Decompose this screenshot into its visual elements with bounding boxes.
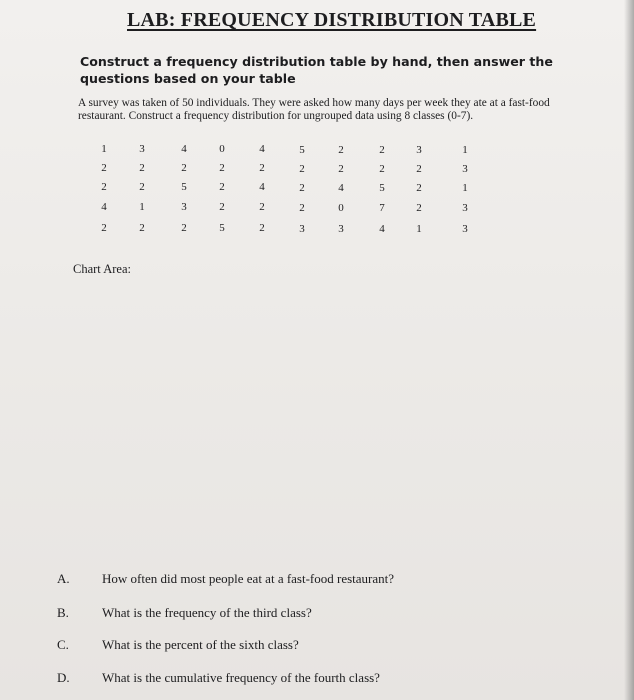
data-cell: 2 <box>101 162 107 174</box>
data-cell: 0 <box>219 143 225 155</box>
data-cell: 2 <box>219 201 225 213</box>
data-cell: 2 <box>219 181 225 193</box>
data-cell: 4 <box>259 143 265 155</box>
data-cell: 3 <box>416 144 422 156</box>
question-letter: B. <box>57 605 69 620</box>
question-letter: D. <box>57 670 70 685</box>
chart-area-label: Chart Area: <box>73 262 131 276</box>
data-cell: 1 <box>139 201 145 213</box>
data-cell: 2 <box>338 163 344 175</box>
data-cell: 5 <box>299 144 305 156</box>
data-cell: 1 <box>462 144 468 156</box>
data-cell: 3 <box>338 223 344 235</box>
data-cell: 2 <box>299 202 305 214</box>
data-cell: 3 <box>181 201 187 213</box>
survey-prompt: A survey was taken of 50 individuals. They were asked how many days per week they ate at a fast-food restaurant. Construct a frequency distribution for ungrouped data using 8 classes (0-7). <box>78 97 550 122</box>
data-cell: 2 <box>259 162 265 174</box>
data-cell: 7 <box>379 202 385 214</box>
question-text: How often did most people eat at a fast-food restaurant? <box>102 571 395 586</box>
data-cell: 2 <box>259 201 265 213</box>
data-cell: 2 <box>416 182 422 194</box>
data-cell: 5 <box>379 182 385 194</box>
data-cell: 2 <box>338 144 344 156</box>
data-cell: 4 <box>338 182 344 194</box>
data-cell: 2 <box>379 163 385 175</box>
data-cell: 2 <box>416 202 422 214</box>
data-cell: 4 <box>101 201 107 213</box>
data-cell: 1 <box>462 182 468 194</box>
data-cell: 1 <box>416 223 422 235</box>
data-cell: 2 <box>416 163 422 175</box>
data-cell: 3 <box>462 202 468 214</box>
data-cell: 3 <box>462 223 468 235</box>
data-cell: 5 <box>181 181 187 193</box>
data-cell: 4 <box>379 223 385 235</box>
data-cell: 2 <box>181 222 187 234</box>
data-cell: 2 <box>299 163 305 175</box>
data-cell: 4 <box>259 181 265 193</box>
data-cell: 2 <box>101 222 107 234</box>
question-text: What is the cumulative frequency of the fourth class? <box>102 670 380 685</box>
question-letter: C. <box>57 637 69 652</box>
data-cell: 2 <box>101 181 107 193</box>
data-cell: 3 <box>462 163 468 175</box>
instructions-text: Construct a frequency distribution table by hand, then answer the questions based on your table <box>80 54 553 86</box>
data-cell: 2 <box>379 144 385 156</box>
data-cell: 2 <box>139 222 145 234</box>
data-cell: 2 <box>219 162 225 174</box>
data-cell: 4 <box>181 143 187 155</box>
data-cell: 2 <box>181 162 187 174</box>
data-cell: 0 <box>338 202 344 214</box>
question-text: What is the frequency of the third class? <box>102 605 312 620</box>
data-cell: 2 <box>299 182 305 194</box>
data-cell: 2 <box>139 162 145 174</box>
data-cell: 1 <box>101 143 107 155</box>
data-cell: 5 <box>219 222 225 234</box>
worksheet-title: LAB: FREQUENCY DISTRIBUTION TABLE <box>127 9 537 31</box>
data-cell: 3 <box>299 223 305 235</box>
data-cell: 3 <box>139 143 145 155</box>
question-text: What is the percent of the sixth class? <box>102 637 299 652</box>
question-letter: A. <box>57 571 70 586</box>
data-cell: 2 <box>259 222 265 234</box>
page-edge-shadow <box>624 0 634 700</box>
data-cell: 2 <box>139 181 145 193</box>
